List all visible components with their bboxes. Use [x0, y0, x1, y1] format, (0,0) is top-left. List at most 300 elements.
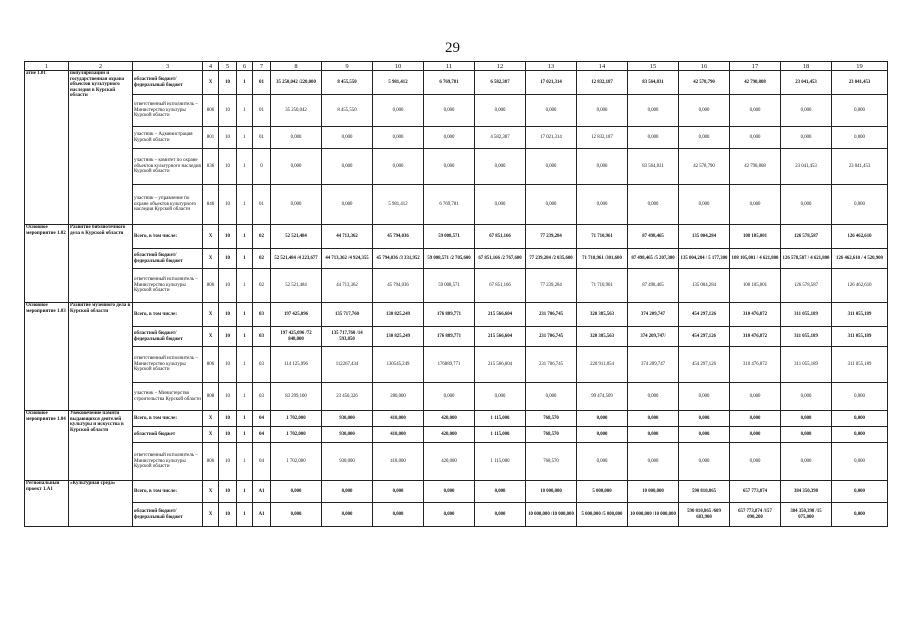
- column-number: 15: [628, 62, 679, 71]
- amount-cell: 0,000: [373, 95, 424, 127]
- amount-cell: 0,000: [577, 443, 628, 481]
- amount-cell: 657 773,874: [730, 481, 781, 503]
- amount-cell: 590 810,865: [679, 481, 730, 503]
- amount-cell: 0,000: [730, 427, 781, 443]
- amount-cell: 311 055,189: [832, 303, 888, 327]
- amount-cell: 6 582,387: [475, 71, 526, 95]
- amount-cell: 77 239,284 /2 035,600: [526, 249, 577, 269]
- amount-cell: 0,000: [730, 411, 781, 427]
- amount-cell: 0,000: [322, 149, 373, 185]
- amount-cell: 10 000,000 /10 000,000: [628, 503, 679, 527]
- amount-cell: 135 004,284: [679, 225, 730, 249]
- funding-source-cell: областной бюджет/ федеральный бюджет: [133, 327, 203, 347]
- table-row: [25, 327, 888, 347]
- amount-cell: 0,000: [322, 127, 373, 149]
- amount-cell: 0,000: [475, 503, 526, 527]
- amount-cell: 311 055,189: [781, 327, 832, 347]
- amount-cell: 930,000: [322, 427, 373, 443]
- budget-code-cell: 10: [219, 481, 237, 503]
- measure-name-cell: «Культурная среда»: [69, 481, 133, 527]
- amount-cell: 67 851,166: [475, 269, 526, 303]
- budget-code-cell: X: [203, 427, 219, 443]
- amount-cell: 42 790,808: [730, 71, 781, 95]
- amount-cell: 176 889,771: [424, 303, 475, 327]
- amount-cell: 768,570: [526, 411, 577, 427]
- amount-cell: 0,000: [373, 503, 424, 527]
- amount-cell: 310 476,872: [730, 327, 781, 347]
- funding-source-cell: ответственный исполнитель – Министерство культуры Курской области: [133, 95, 203, 127]
- amount-cell: 83 564,831: [628, 149, 679, 185]
- amount-cell: 130545,249: [373, 347, 424, 383]
- budget-code-cell: 10: [219, 347, 237, 383]
- measure-code-cell: атие 1.01: [25, 71, 69, 225]
- column-number: 10: [373, 62, 424, 71]
- budget-code-cell: А1: [253, 481, 271, 503]
- amount-cell: 130 825,249: [373, 303, 424, 327]
- amount-cell: 135 717,760: [322, 303, 373, 327]
- amount-cell: 0,000: [322, 185, 373, 225]
- amount-cell: 10 000,000: [628, 481, 679, 503]
- amount-cell: 0,000: [832, 127, 888, 149]
- amount-cell: 768,570: [526, 427, 577, 443]
- amount-cell: 420,000: [424, 427, 475, 443]
- amount-cell: 8 455,550: [322, 71, 373, 95]
- amount-cell: 0,000: [679, 411, 730, 427]
- budget-code-cell: 03: [253, 327, 271, 347]
- budget-code-cell: 1: [237, 303, 253, 327]
- amount-cell: 311 055,189: [832, 347, 888, 383]
- amount-cell: 42 578,790: [679, 71, 730, 95]
- amount-cell: 0,000: [577, 427, 628, 443]
- amount-cell: 77 239,284: [526, 269, 577, 303]
- amount-cell: 0,000: [628, 127, 679, 149]
- table-row: [25, 411, 888, 427]
- amount-cell: 0,000: [679, 443, 730, 481]
- measure-name-cell: популяризации и государственная охрана объектов культурного наследия в Курской области: [69, 71, 133, 225]
- column-number: 17: [730, 62, 781, 71]
- amount-cell: 0,000: [628, 383, 679, 411]
- table-row: [25, 127, 888, 149]
- amount-cell: 83 299,100: [271, 383, 322, 411]
- amount-cell: 44 713,362 /4 924,355: [322, 249, 373, 269]
- funding-source-cell: ответственный исполнитель – Министерство культуры Курской области: [133, 443, 203, 481]
- amount-cell: 0,000: [628, 411, 679, 427]
- amount-cell: 59 008,571: [424, 269, 475, 303]
- budget-code-cell: 1: [237, 427, 253, 443]
- amount-cell: 12 832,187: [577, 71, 628, 95]
- amount-cell: 0,000: [526, 383, 577, 411]
- budget-code-cell: X: [203, 411, 219, 427]
- amount-cell: 280,000: [373, 383, 424, 411]
- budget-code-cell: 806: [203, 443, 219, 481]
- amount-cell: 215 566,604: [475, 303, 526, 327]
- column-number: 18: [781, 62, 832, 71]
- budget-code-cell: 1: [237, 347, 253, 383]
- amount-cell: 0,000: [781, 427, 832, 443]
- amount-cell: 108 105,001: [730, 269, 781, 303]
- funding-source-cell: ответственный исполнитель – Министерство культуры Курской области: [133, 347, 203, 383]
- amount-cell: 12 832,187: [577, 127, 628, 149]
- table-row: [25, 71, 888, 95]
- amount-cell: 320 385,563: [577, 303, 628, 327]
- measure-code-cell: Основное мероприятие 1.03: [25, 303, 69, 411]
- budget-code-cell: 10: [219, 327, 237, 347]
- table-row: [25, 443, 888, 481]
- amount-cell: 0,000: [832, 95, 888, 127]
- amount-cell: 418,000: [373, 411, 424, 427]
- amount-cell: 77 239,284: [526, 225, 577, 249]
- amount-cell: 135 717,760 /14 593,850: [322, 327, 373, 347]
- amount-cell: 0,000: [679, 127, 730, 149]
- amount-cell: 0,000: [424, 149, 475, 185]
- amount-cell: 0,000: [577, 411, 628, 427]
- amount-cell: 0,000: [373, 149, 424, 185]
- amount-cell: 454 297,126: [679, 327, 730, 347]
- amount-cell: 215 566,604: [475, 347, 526, 383]
- funding-source-cell: участник – Министерство строительства Курской области: [133, 383, 203, 411]
- amount-cell: 45 794,036 /3 331,952: [373, 249, 424, 269]
- measure-name-cell: Развитие музейного дела в Курской области: [69, 303, 133, 411]
- amount-cell: 8 455,550: [322, 95, 373, 127]
- budget-code-cell: X: [203, 481, 219, 503]
- amount-cell: 0,000: [424, 95, 475, 127]
- amount-cell: 0,000: [424, 503, 475, 527]
- budget-code-cell: 03: [253, 303, 271, 327]
- budget-code-cell: X: [203, 503, 219, 527]
- budget-code-cell: 1: [237, 185, 253, 225]
- amount-cell: 176889,771: [424, 347, 475, 383]
- amount-cell: 0,000: [526, 149, 577, 185]
- amount-cell: 23 450,326: [322, 383, 373, 411]
- amount-cell: 108 105,001 / 4 621,800: [730, 249, 781, 269]
- budget-code-cell: 1: [237, 411, 253, 427]
- amount-cell: 0,000: [679, 383, 730, 411]
- amount-cell: 0,000: [322, 503, 373, 527]
- amount-cell: 42 578,790: [679, 149, 730, 185]
- amount-cell: 83 564,831: [628, 71, 679, 95]
- budget-code-cell: 1: [237, 149, 253, 185]
- amount-cell: 0,000: [475, 383, 526, 411]
- budget-code-cell: 806: [203, 95, 219, 127]
- budget-code-cell: 03: [253, 383, 271, 411]
- budget-code-cell: 1: [237, 383, 253, 411]
- budget-code-cell: 801: [203, 127, 219, 149]
- budget-code-cell: А1: [253, 503, 271, 527]
- amount-cell: 215 566,604: [475, 327, 526, 347]
- budget-code-cell: 10: [219, 149, 237, 185]
- table-row: [25, 427, 888, 443]
- amount-cell: 44 713,362: [322, 269, 373, 303]
- column-number: 5: [219, 62, 237, 71]
- amount-cell: 0,000: [679, 427, 730, 443]
- amount-cell: 930,000: [322, 411, 373, 427]
- budget-code-cell: 10: [219, 503, 237, 527]
- amount-cell: 23 041,453: [832, 149, 888, 185]
- budget-code-cell: 1: [237, 95, 253, 127]
- budget-table: [24, 61, 888, 527]
- amount-cell: 0,000: [832, 503, 888, 527]
- funding-source-cell: Всего, в том числе:: [133, 303, 203, 327]
- amount-cell: 0,000: [832, 427, 888, 443]
- budget-code-cell: 10: [219, 95, 237, 127]
- amount-cell: 67 851,166: [475, 225, 526, 249]
- amount-cell: 0,000: [577, 95, 628, 127]
- amount-cell: 10 000,000: [526, 481, 577, 503]
- budget-code-cell: 1: [237, 249, 253, 269]
- funding-source-cell: ответственный исполнитель – Министерство культуры Курской области: [133, 269, 203, 303]
- amount-cell: 87 498,465 /5 207,300: [628, 249, 679, 269]
- table-row: [25, 149, 888, 185]
- budget-code-cell: 10: [219, 185, 237, 225]
- budget-code-cell: X: [203, 225, 219, 249]
- amount-cell: 42 790,808: [730, 149, 781, 185]
- table-body: [25, 62, 888, 527]
- amount-cell: 310 476,872: [730, 347, 781, 383]
- amount-cell: 45 794,036: [373, 225, 424, 249]
- amount-cell: 374 209,747: [628, 303, 679, 327]
- page-number: 29: [445, 40, 460, 56]
- amount-cell: 310 476,872: [730, 303, 781, 327]
- column-number: 2: [69, 62, 133, 71]
- amount-cell: 420,000: [424, 411, 475, 427]
- column-number: 6: [237, 62, 253, 71]
- table-row: [25, 503, 888, 527]
- amount-cell: 1 115,000: [475, 443, 526, 481]
- amount-cell: 220 911,054: [577, 347, 628, 383]
- amount-cell: 418,000: [373, 443, 424, 481]
- budget-code-cell: 10: [219, 71, 237, 95]
- amount-cell: 311 055,189: [781, 303, 832, 327]
- amount-cell: 71 710,961 /301,600: [577, 249, 628, 269]
- amount-cell: 231 706,745: [526, 303, 577, 327]
- amount-cell: 0,000: [322, 481, 373, 503]
- budget-code-cell: 01: [253, 71, 271, 95]
- budget-code-cell: 03: [253, 347, 271, 383]
- amount-cell: 197 425,096 /72 848,000: [271, 327, 322, 347]
- amount-cell: 126 462,610: [832, 269, 888, 303]
- amount-cell: 71 710,961: [577, 269, 628, 303]
- funding-source-cell: областной бюджет/ федеральный бюджет: [133, 71, 203, 95]
- amount-cell: 5 000,000 /5 000,000: [577, 503, 628, 527]
- table-row: [25, 269, 888, 303]
- amount-cell: 1 702,000: [271, 443, 322, 481]
- measure-name-cell: Развитие библиотечного дела в Курской области: [69, 225, 133, 303]
- table-row: [25, 249, 888, 269]
- budget-code-cell: 1: [237, 225, 253, 249]
- amount-cell: 0,000: [424, 127, 475, 149]
- budget-code-cell: 02: [253, 249, 271, 269]
- table-row: [25, 383, 888, 411]
- amount-cell: 0,000: [628, 443, 679, 481]
- budget-code-cell: 10: [219, 443, 237, 481]
- amount-cell: 418,000: [373, 427, 424, 443]
- amount-cell: 197 425,096: [271, 303, 322, 327]
- amount-cell: 657 773,874 /157 090,200: [730, 503, 781, 527]
- budget-code-cell: 10: [219, 303, 237, 327]
- amount-cell: 17 021,314: [526, 71, 577, 95]
- table-row: [25, 347, 888, 383]
- funding-source-cell: областной бюджет/ федеральный бюджет: [133, 249, 203, 269]
- funding-source-cell: участник – комитет по охране объектов культурного наследия Курской области: [133, 149, 203, 185]
- amount-cell: 590 810,865 /609 683,900: [679, 503, 730, 527]
- amount-cell: 0,000: [271, 481, 322, 503]
- amount-cell: 0,000: [424, 481, 475, 503]
- amount-cell: 0,000: [373, 127, 424, 149]
- budget-code-cell: 04: [253, 411, 271, 427]
- amount-cell: 231 706,745: [526, 327, 577, 347]
- column-number-row: [25, 62, 888, 71]
- amount-cell: 454 297,126: [679, 303, 730, 327]
- budget-code-cell: 10: [219, 225, 237, 249]
- column-number: 3: [133, 62, 203, 71]
- amount-cell: 71 710,961: [577, 225, 628, 249]
- column-number: 11: [424, 62, 475, 71]
- amount-cell: 0,000: [679, 185, 730, 225]
- amount-cell: 0,000: [271, 149, 322, 185]
- table-row: [25, 95, 888, 127]
- amount-cell: 35 250,042: [271, 95, 322, 127]
- amount-cell: 126 578,587: [781, 225, 832, 249]
- table-row: [25, 225, 888, 249]
- amount-cell: 1 702,000: [271, 411, 322, 427]
- amount-cell: 1 115,000: [475, 427, 526, 443]
- budget-code-cell: 04: [253, 443, 271, 481]
- budget-code-cell: X: [203, 71, 219, 95]
- amount-cell: 0,000: [730, 383, 781, 411]
- amount-cell: 0,000: [730, 443, 781, 481]
- amount-cell: 320 385,563: [577, 327, 628, 347]
- amount-cell: 52 521,484: [271, 225, 322, 249]
- amount-cell: 231 706,745: [526, 347, 577, 383]
- table-row: [25, 303, 888, 327]
- amount-cell: 126 462,610 / 4 520,900: [832, 249, 888, 269]
- amount-cell: 87 498,465: [628, 269, 679, 303]
- budget-code-cell: 04: [253, 427, 271, 443]
- amount-cell: 52 521,484: [271, 269, 322, 303]
- amount-cell: 59 008,571: [424, 225, 475, 249]
- amount-cell: 374 209,747/: [628, 327, 679, 347]
- funding-source-cell: Всего, в том числе:: [133, 411, 203, 427]
- budget-code-cell: 1: [237, 269, 253, 303]
- amount-cell: 5 000,000: [577, 481, 628, 503]
- amount-cell: 0,000: [730, 185, 781, 225]
- funding-source-cell: участник – управление по охране объектов культурного наследия Курской области: [133, 185, 203, 225]
- amount-cell: 0,000: [628, 427, 679, 443]
- budget-code-cell: X: [203, 249, 219, 269]
- budget-code-cell: 10: [219, 411, 237, 427]
- budget-code-cell: 10: [219, 427, 237, 443]
- budget-code-cell: 01: [253, 95, 271, 127]
- amount-cell: 0,000: [781, 383, 832, 411]
- budget-code-cell: 846: [203, 185, 219, 225]
- amount-cell: 0,000: [577, 149, 628, 185]
- amount-cell: 0,000: [781, 127, 832, 149]
- amount-cell: 420,000: [424, 443, 475, 481]
- column-number: 19: [832, 62, 888, 71]
- budget-code-cell: 02: [253, 225, 271, 249]
- amount-cell: 23 041,453: [832, 71, 888, 95]
- amount-cell: 0,000: [832, 383, 888, 411]
- budget-code-cell: 02: [253, 269, 271, 303]
- measure-code-cell: Региональный проект 1.А1: [25, 481, 69, 527]
- amount-cell: 126 578,587: [781, 269, 832, 303]
- amount-cell: 4 582,387: [475, 127, 526, 149]
- amount-cell: 0,000: [628, 95, 679, 127]
- amount-cell: 0,000: [424, 383, 475, 411]
- budget-code-cell: 1: [237, 481, 253, 503]
- column-number: 13: [526, 62, 577, 71]
- budget-code-cell: X: [203, 303, 219, 327]
- budget-code-cell: X: [203, 327, 219, 347]
- budget-code-cell: 0: [253, 149, 271, 185]
- measure-code-cell: Основное мероприятие 1.04: [25, 411, 69, 481]
- amount-cell: 311 055,189: [781, 347, 832, 383]
- amount-cell: 0,000: [679, 95, 730, 127]
- table-row: [25, 185, 888, 225]
- amount-cell: 0,000: [781, 95, 832, 127]
- amount-cell: 114 125,996: [271, 347, 322, 383]
- funding-source-cell: Всего, в том числе:: [133, 481, 203, 503]
- amount-cell: 10 000,000 /10 000,000: [526, 503, 577, 527]
- amount-cell: 0,000: [475, 149, 526, 185]
- amount-cell: 6 769,781: [424, 185, 475, 225]
- amount-cell: 108 105,001: [730, 225, 781, 249]
- budget-code-cell: 1: [237, 503, 253, 527]
- amount-cell: 52 521,484 /4 223,677: [271, 249, 322, 269]
- amount-cell: 0,000: [832, 481, 888, 503]
- column-number: 7: [253, 62, 271, 71]
- column-number: 9: [322, 62, 373, 71]
- amount-cell: 311 055,189: [832, 327, 888, 347]
- amount-cell: 5 981,412: [373, 185, 424, 225]
- amount-cell: 384 350,398 /15 075,000: [781, 503, 832, 527]
- budget-code-cell: 806: [203, 269, 219, 303]
- amount-cell: 930,000: [322, 443, 373, 481]
- column-number: 12: [475, 62, 526, 71]
- column-number: 16: [679, 62, 730, 71]
- column-number: 4: [203, 62, 219, 71]
- measure-code-cell: Основное мероприятие 1.02: [25, 225, 69, 303]
- amount-cell: 45 794,036: [373, 269, 424, 303]
- budget-code-cell: 01: [253, 127, 271, 149]
- amount-cell: 112267,434: [322, 347, 373, 383]
- amount-cell: 0,000: [475, 95, 526, 127]
- amount-cell: 1 115,000: [475, 411, 526, 427]
- amount-cell: 135 004,284: [679, 269, 730, 303]
- column-number: 14: [577, 62, 628, 71]
- amount-cell: 126 462,610: [832, 225, 888, 249]
- budget-code-cell: 808: [203, 383, 219, 411]
- amount-cell: 5 981,412: [373, 71, 424, 95]
- budget-code-cell: 1: [237, 327, 253, 347]
- funding-source-cell: Всего, в том числе:: [133, 225, 203, 249]
- amount-cell: 176 889,771: [424, 327, 475, 347]
- amount-cell: 135 004,284 / 5 177,300: [679, 249, 730, 269]
- funding-source-cell: участник – Администрация Курской области: [133, 127, 203, 149]
- amount-cell: 0,000: [475, 481, 526, 503]
- amount-cell: 67 851,166 /2 767,600: [475, 249, 526, 269]
- table-row: [25, 481, 888, 503]
- amount-cell: 0,000: [271, 185, 322, 225]
- budget-code-cell: 10: [219, 269, 237, 303]
- budget-code-cell: 10: [219, 249, 237, 269]
- amount-cell: 0,000: [730, 127, 781, 149]
- amount-cell: 59 008,571 /2 705,600: [424, 249, 475, 269]
- budget-code-cell: 10: [219, 127, 237, 149]
- measure-name-cell: Увековечение памяти выдающихся деятелей культуры и искусства в Курской области: [69, 411, 133, 481]
- amount-cell: 35 250,042 /220,000: [271, 71, 322, 95]
- budget-code-cell: 1: [237, 443, 253, 481]
